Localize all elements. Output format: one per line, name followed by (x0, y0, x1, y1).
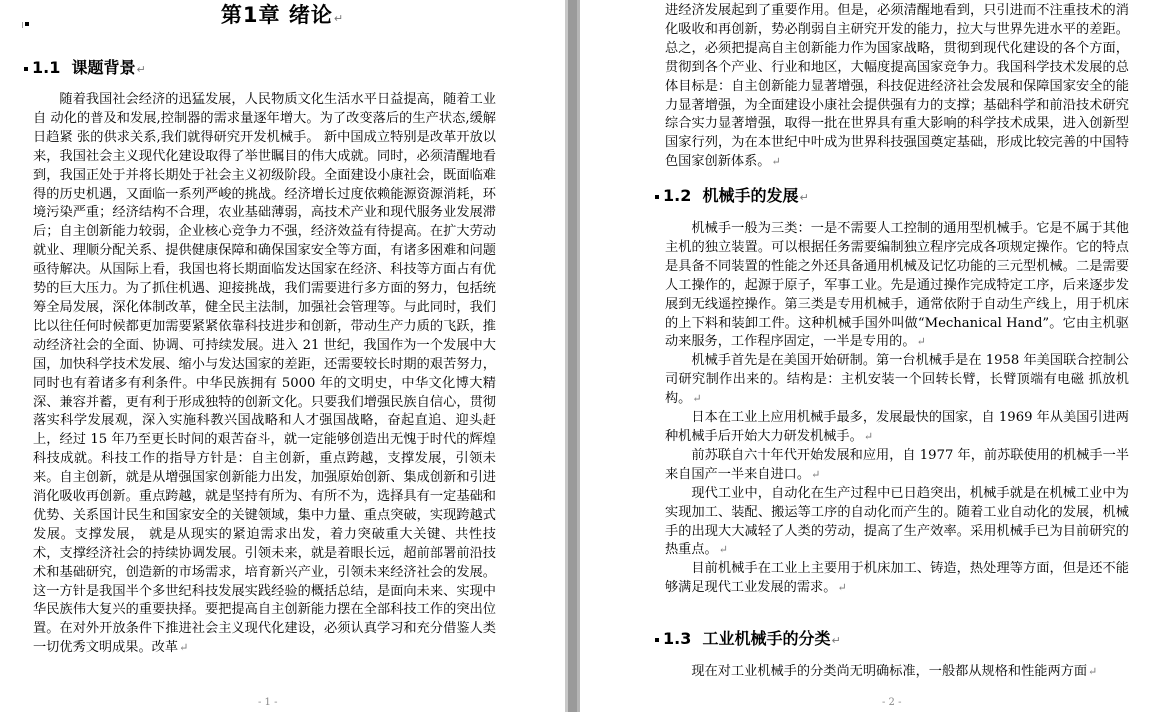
paragraph-mark-icon: ↵ (136, 63, 146, 76)
section-title: 工业机械手的分类 (702, 629, 831, 648)
page-gutter (565, 0, 580, 712)
section-heading-1-3 (655, 629, 841, 651)
body-text-section-1-3 (665, 663, 1129, 682)
section-number: 1.3 (663, 629, 692, 648)
gutter-edge-left (565, 0, 568, 712)
section-number: 1.1 (32, 58, 61, 77)
paragraph-mark-icon: ↵ (718, 543, 728, 557)
chapter-title-text: 第1章 绪论 (220, 3, 333, 27)
section-title: 机械手的发展 (702, 186, 799, 205)
paragraph (665, 2, 1129, 172)
paragraph: 随着我国社会经济的迅猛发展，人民物质文化生活水平日益提高，随着工业自 动化的普及和发展,控制器的需求量逐年增大。为了改变落后的生产状态,缓解日趋紧 张的供求关系,我们就得研究开发机械手。 新中国成立特别是改革开放以来，我国社会主义现代化建设取得了举世瞩目的伟大成就。同时，必须清醒地看到，我国正处于并将长期处于社会主义初级阶段。全面建设小康社会，既面临难得的历史机遇，又面临一系列严峻的挑战。经济增长过度依赖能源资源消耗，环境污染严重；经济结构不合理，农业基础薄弱，高技术产业和现代服务业发展滞后；自主创新能力较弱，企业核心竞争力不强，经济效益有待提高。在扩大劳动就业、理顺分配关系、提供健康保障和确保国家安全等方面，有诸多困难和问题亟待解决。从国际上看，我国也将长期面临发达国家在经济、科技等方面占有优势的巨大压力。为了抓住机遇、迎接挑战，我们需要进行多方面的努力，包括统筹全局发展，深化体制改革，健全民主法制，加强社会管理等。与此同时，我们比以往任何时候都更加需要紧紧依靠科技进步和创新，带动生产力质的飞跃，推动经济社会的全面、协调、可持续发展。进入 21 世纪，我国作为一个发展中大国，加快科学技术发展、缩小与发达国家的差距，还需要较长时期的艰苦努力，同时也有着诸多有利条件。中华民族拥有 5000 年的文明史，中华文化博大精深、兼容并蓄，更有利于形成独特的创新文化。只要我们增强民族自信心，贯彻落实科学发展观，深入实施科教兴国战略和人才强国战略，奋起直追、迎头赶上，经过 15 年乃至更长时间的艰苦奋斗，就一定能够创造出无愧于时代的辉煌科技成就。科技工作的指导方针是：自主创新，重点跨越，支撑发展，引领未来。自主创新，就是从增强国家创新能力出发，加强原始创新、集成创新和引进消化吸收再创新。重点跨越，就是坚持有所为、有所不为，选择具有一定基础和优势、关系国计民生和国家安全的关键领域，集中力量、重点突破，实现跨越式发展。支撑发展， 就是从现实的紧迫需求出发，着力突破重大关键、共性技术，支撑经济社会的持续协调发展。引领未来，就是着眼长远，超前部署前沿技术和基础研究，创造新的市场需求，培育新兴产业，引领未来经济社会的发展。这一方针是我国半个多世纪科技发展实践经验的概括总结，是面向未来、实现中华民族伟大复兴的重要抉择。要把提高自主创新能力摆在全部科技工作的突出位置。在对外开放条件下推进社会主义现代化建设，必须认真学习和充分借鉴人类一切优秀文明成果。改革↵ (33, 92, 496, 656)
paragraph-mark-icon: ↵ (799, 191, 809, 204)
paragraph-mark-icon: ↵ (333, 12, 345, 25)
paragraph: 现在对工业机械手的分类尚无明确标准，一般都从规格和性能两方面↵ (691, 664, 1098, 679)
paragraph: 机械手一般为三类：一是不需要人工控制的通用型机械手。它是不属于其他主机的独立装置。可以根据任务需要编制独立程序完成各项规定操作。它的特点是具备不同装置的性能之外还具备通用机械及记忆功能的三元型机械。二是需要人工操作的，起源于原子，军事工业。先是通过操作完成特定工序，后来逐步发展到无线遥控操作。第三类是专用机械手，通常依附于自动生产线上，用于机床的上下料和装卸工件。这种机械手国外叫做“Mechanical Hand”。它由主机驱动来服务，工作程序固定，一半是专用的。↵ (665, 221, 1129, 350)
paragraph-mark-icon: ↵ (811, 467, 821, 481)
section-heading-1-1 (24, 58, 146, 80)
paragraph: 目前机械手在工业上主要用于机床加工、铸造，热处理等方面，但是还不能够满足现代工业发展的需求。↵ (665, 561, 1129, 596)
paragraph: 前苏联自六十年代开始发展和应用，自 1977 年，前苏联使用的机械手一半来自国产一半来自进口。↵ (665, 447, 1129, 482)
page-number: - 1 - (258, 697, 278, 708)
document-page-2 (580, 0, 1166, 712)
section-heading-1-2 (655, 186, 809, 208)
heading-bullet (24, 67, 28, 71)
heading-bullet (655, 638, 659, 642)
document-page-1 (0, 0, 565, 712)
chapter-title (0, 2, 565, 32)
paragraph-mark-icon: ↵ (863, 429, 874, 443)
body-text-section-1-2 (665, 220, 1129, 598)
section-number: 1.2 (663, 186, 692, 205)
paragraph: 日本在工业上应用机械手最多，发展最快的国家，自 1969 年从美国引进两种机械手后开始大力研发机械手。↵ (665, 410, 1129, 444)
paragraph: 现代工业中，自动化在生产过程中已日趋突出，机械手就是在机械工业中为实现加工、装配、搬运等工序的自动化而产生的。随着工业自动化的发展，机械手的出现大大减轻了人类的劳动，提高了生产效率。采用机械手已为目前研究的热重点。↵ (665, 485, 1129, 558)
page-number: - 2 - (882, 697, 902, 708)
paragraph-mark-icon: ↵ (916, 335, 926, 349)
paragraph-text: 进经济发展起到了重要作用。但是，必须清醒地看到，只引进而不注重技术的消化吸收和再创新，势必削弱自主研究开发的能力，拉大与世界先进水平的差距。总之，必须把提高自主创新能力作为国家战略，贯彻到现代化建设的各个方面，贯彻到各个产业、行业和地区，大幅度提高国家竞争力。我国科学技术发展的总体目标是：自主创新能力显著增强，科技促进经济社会发展和保障国家安全的能力显著增强，为全面建设小康社会提供强有力的支撑；基础科学和前沿技术研究综合实力显著增强，取得一批在世界具有重大影响的科学技术成果，进入创新型国家行列，为在本世纪中叶成为世界科技强国奠定基础，形成比较完善的中国特色国家创新体系。 (665, 3, 1129, 170)
paragraph-mark-icon: ↵ (771, 155, 781, 169)
body-text-continuation (665, 2, 1129, 172)
section-title: 课题背景 (71, 58, 136, 77)
paragraph-mark-icon: ↵ (692, 392, 702, 406)
paragraph-mark-icon: ↵ (837, 581, 847, 595)
paragraph-mark-icon: ↵ (831, 634, 841, 647)
bullet-marker (25, 22, 29, 26)
paragraph-mark-icon: ↵ (1088, 665, 1098, 678)
body-text-page-1 (33, 91, 496, 691)
paragraph-mark-icon: ↵ (179, 641, 189, 655)
heading-bullet (655, 195, 659, 199)
paragraph: 机械手首先是在美国开始研制。第一台机械手是在 1958 年美国联合控制公司研究制作出来的。结构是：主机安装一个回转长臂，长臂顶端有电磁 抓放机构。↵ (665, 353, 1129, 407)
